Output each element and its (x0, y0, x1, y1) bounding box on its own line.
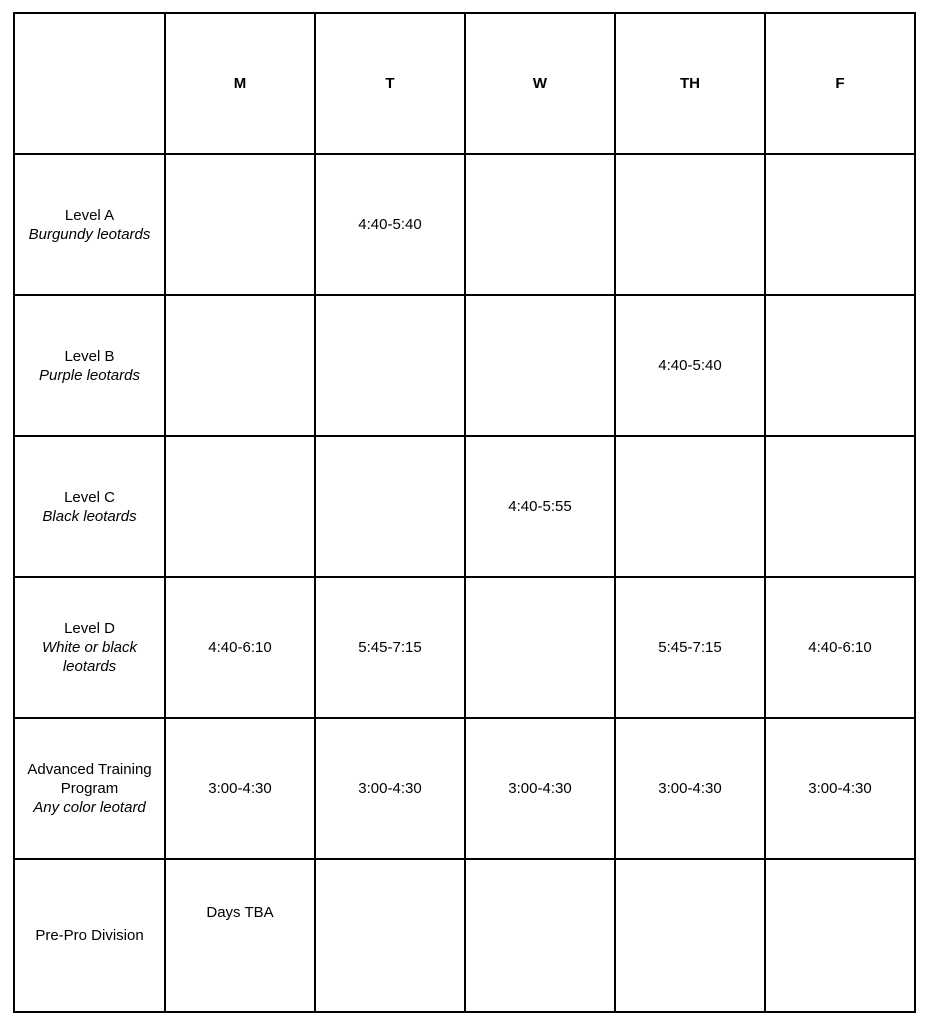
time-cell: 5:45-7:15 (615, 577, 765, 718)
time-cell (615, 436, 765, 577)
time-cell (165, 295, 315, 436)
time-cell (615, 859, 765, 1012)
day-header-tuesday: T (315, 13, 465, 154)
time-cell: 3:00-4:30 (765, 718, 915, 859)
row-label-cell (14, 577, 165, 718)
time-cell (465, 577, 615, 718)
schedule-row-advanced-training (14, 718, 915, 859)
level-name: Level C (64, 488, 115, 506)
time-cell: 4:40-5:40 (315, 154, 465, 295)
schedule-row-level-a (14, 154, 915, 295)
row-label-cell (14, 859, 165, 1012)
time-cell: 4:40-5:40 (615, 295, 765, 436)
time-cell: 5:45-7:15 (315, 577, 465, 718)
time-cell (315, 859, 465, 1012)
schedule-row-level-b (14, 295, 915, 436)
schedule-row-level-c (14, 436, 915, 577)
attire-note: Purple leotards (39, 366, 140, 384)
time-cell (465, 859, 615, 1012)
time-cell (315, 436, 465, 577)
time-cell: 4:40-5:55 (465, 436, 615, 577)
row-label-cell (14, 154, 165, 295)
level-name: Level A (64, 206, 115, 224)
day-header-friday: F (765, 13, 915, 154)
time-cell (165, 154, 315, 295)
time-cell (765, 859, 915, 1012)
day-header-thursday: TH (615, 13, 765, 154)
day-header-monday: M (165, 13, 315, 154)
row-label-cell (14, 436, 165, 577)
time-cell: Days TBA (165, 859, 315, 1012)
time-cell: 3:00-4:30 (315, 718, 465, 859)
time-cell (465, 154, 615, 295)
time-cell (315, 295, 465, 436)
schedule-row-pre-pro (14, 859, 915, 1012)
level-name: Pre-Pro Division (35, 927, 144, 944)
time-cell: 4:40-6:10 (765, 577, 915, 718)
time-cell (765, 295, 915, 436)
time-cell: 3:00-4:30 (615, 718, 765, 859)
level-name: Level B (64, 347, 115, 365)
time-cell (615, 154, 765, 295)
row-label-cell (14, 295, 165, 436)
day-header-wednesday: W (465, 13, 615, 154)
class-schedule-table (13, 12, 916, 1013)
time-cell: 3:00-4:30 (165, 718, 315, 859)
time-cell (765, 436, 915, 577)
time-cell (765, 154, 915, 295)
attire-note: Black leotards (42, 507, 137, 525)
header-row (14, 13, 915, 154)
attire-note: White or black leotards (41, 639, 138, 675)
time-cell: 4:40-6:10 (165, 577, 315, 718)
corner-cell (14, 13, 165, 154)
level-name: Level D (64, 620, 115, 637)
time-cell (465, 295, 615, 436)
attire-note: Burgundy leotards (28, 225, 151, 243)
attire-note: Any color leotard (33, 799, 146, 816)
schedule-row-level-d (14, 577, 915, 718)
level-name: Advanced Training Program (27, 761, 152, 797)
row-label-cell (14, 718, 165, 859)
time-cell (165, 436, 315, 577)
time-cell: 3:00-4:30 (465, 718, 615, 859)
